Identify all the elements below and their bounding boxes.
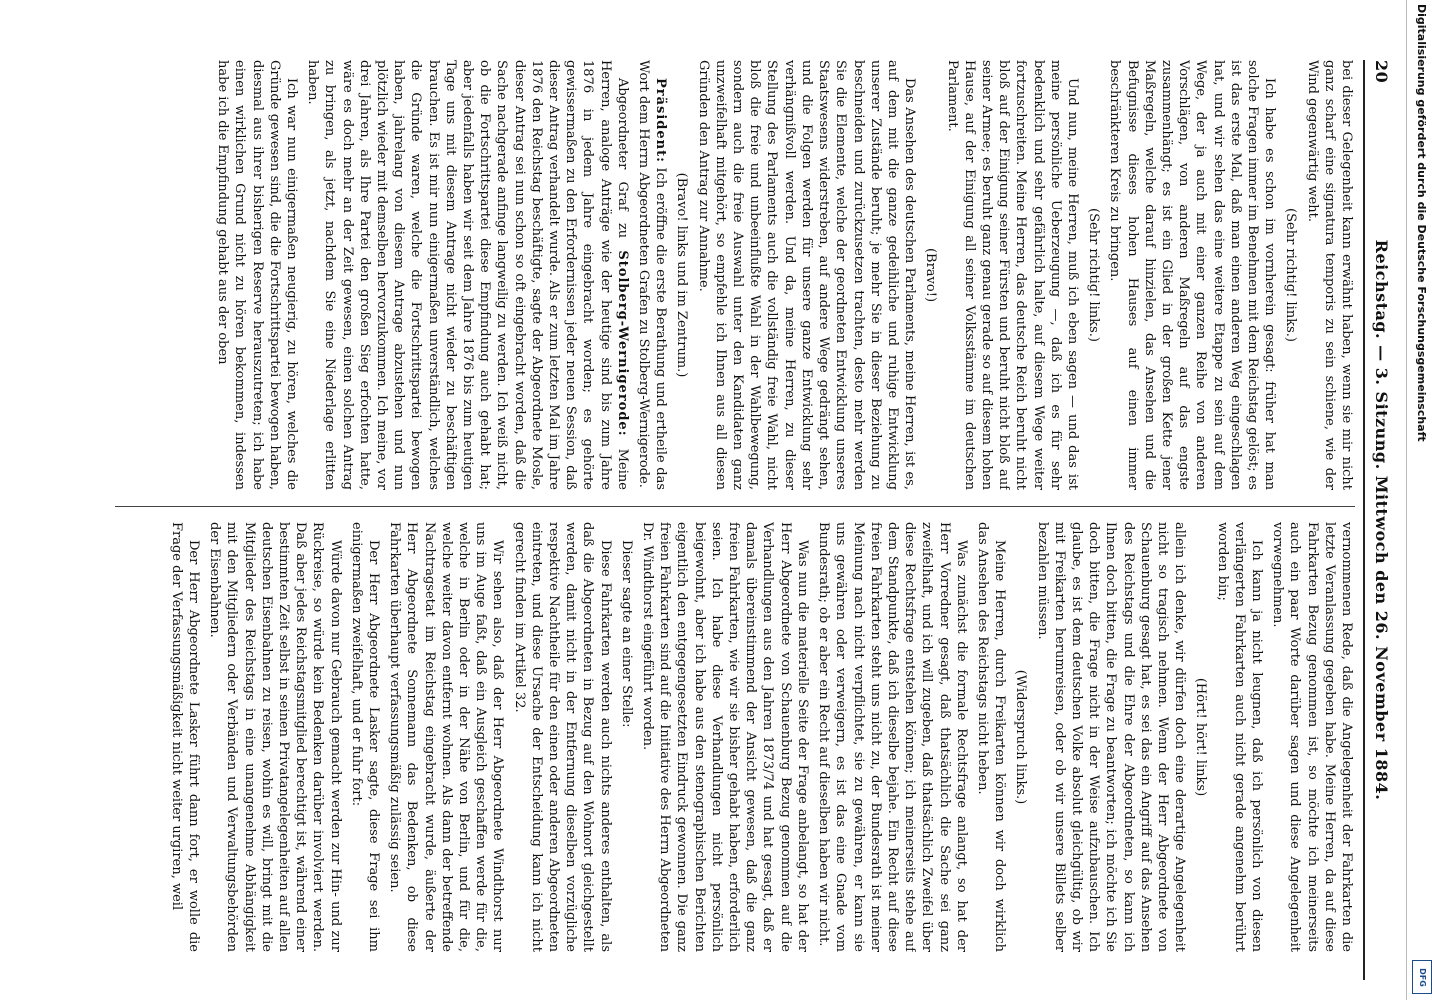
reaction: (Sehr richtig! links.) — [1086, 208, 1102, 342]
paragraph: Ich habe es schon im vornherein gesagt: früher hat man solche Fragen immer im Benehmen mit dem Reichstag gelöst; es ist das erste Mal, daß man einen anderen Weg eingeschlagen hat, und wir sehen das eine weitere Etappe zu sein auf dem Wege, der ja auch mit einer ganzen Reihe von anderen Vorschlägen, von anderen Maßregeln auf das engste zusammenhängt; es ist ein Glied in der großen Kette jener Maßregeln, welche darauf hinzielen, das Ansehen und die Befugnisse dieses hohen Hauses auf einen immer beschränkteren Kreis zu bringen. — [1107, 60, 1278, 490]
paragraph: bei dieser Gelegenheit kann erwähnt haben, wenn sie mir nicht ganz scharf eine signatura temporis zu sein schiene, wie der Wind gegenwärtig weht. — [1304, 60, 1354, 490]
paragraph: Meine Herren, durch Freikarten können wir doch wirklich das Ansehen des Reichstags nicht heben. — [974, 522, 1008, 952]
paragraph: Was nun die materielle Seite der Frage anbelangt, so hat der Herr Abgeordnete von Schauenburg Bezug genommen auf die Verhandlungen aus den Jahren 1873/74 und hat gesagt, daß er damals übereinstimmend der Ansicht gewesen, daß die ganz freien Fahrkarten, wie wir sie bisher gehabt haben, erforderlich seien. Ich habe diese Verhandlungen nicht persönlich beigewohnt, aber ich habe aus den stenographischen Berichten eigentlich den entgegengesetzten Eindruck gewonnen. Die ganz freien Fahrkarten sind auf die Initiative des Herrn Abgeordneten Dr. Windthorst eingeführt worden. — [640, 522, 810, 952]
speech-text: Ich eröffne die erste Berathung und ertheile das Wort dem Herrn Abgeordneten Grafen zu Stolberg-Wernigerode. — [636, 60, 669, 490]
speaker-label: Präsident: — [653, 78, 669, 163]
dfg-logo-icon — [1412, 960, 1432, 994]
logo-text: DFG — [1417, 967, 1427, 987]
reaction: (Bravo!) — [923, 247, 939, 303]
speaker-label: Stolberg-Wernigerode: — [614, 250, 630, 437]
quotation: Würde davon nur Gebrauch gemacht werden zur Hin- und zur Rückreise, so würde kein Bedenken darüber involviert werden. Daß aber jedes Reichstagsmitglied berechtigt ist, während einer bestimmten Zeit selbst in seinen Privatangelegenheiten auf allen deutschen Eisenbahnen zu reisen, wohin es will, bringt mit die Mitglieder des Reichstags in eine unangenehme Abhängigkeit mit den Mitgliedern oder Verbänden und Verwaltungsbehörden der Eisenbahnen. — [207, 522, 343, 952]
page-title: Reichstag. — 3. Sitzung. Mittwoch den 26. November 1884. — [1372, 239, 1391, 801]
paragraph: Ich kann ja nicht leugnen, daß ich persönlich von diesen verlängerten Fahrkarten auch nicht gerade angenehm berührt worden bin; — [1214, 522, 1264, 952]
paragraph: Was zunächst die formale Rechtsfrage anlangt, so hat der Herr Vorredner gesagt, daß thatsächlich die Sache sei ganz zweifelhaft, und ich will zugeben, daß thatsächlich Zweifel über diese Rechtsfrage entstehen können; ich meinerseits stehe auf dem Standpunkte, daß ich dieselbe bejahe. Ein Recht auf diese freien Fahrkarten steht uns nicht zu, der Bundesrath ist meiner Meinung nach nicht verpflichtet, sie zu gewähren, er kann sie uns gewähren oder verweigern, es ist das eine Gnade vom Bundesrath; ob er aber ein Recht auf dieselben haben wir nicht. — [816, 522, 969, 952]
left-column — [115, 60, 1355, 490]
speaker-paragraph — [304, 60, 631, 490]
reaction: (Widerspruch links.) — [1013, 669, 1029, 805]
paragraph: Und nun, meine Herren, muß ich eben sagen — und das ist meine persönliche Ueberzeugung —, daß ich es für sehr bedenklich und sehr gefährlich halte, auf diesem Wege weiter fortzuschreiten. Meine Herren, das deutsche Reich beruht nicht bloß auf der Einigung seiner Fürsten und beruht nicht bloß auf seiner Armee; es beruht ganz genau gerade so auf diesem hohen Hause, auf der Einigung all seiner Volksstämme im deutschen Parlament. — [944, 60, 1080, 490]
speaker-intro: Abgeordneter Graf zu — [614, 78, 630, 239]
paragraph: Dieser sagte an einer Stelle: — [618, 540, 634, 728]
paragraph: Ich war nun einigermaßen neugierig, zu hören, welches die Gründe gewesen sind, die die Fortschrittspartei bewogen haben, diesmal aus ihrer bisherigen Reserve herauszutreten; ich habe einen wirklichen Grund nicht zu hören bekommen, indessen habe ich die Empfindung gehabt aus der oben — [215, 60, 300, 490]
paragraph: Der Herr Abgeordnete Lasker sagte, diese Frage sei ihm einigermaßen zweifelhaft, und er fuhr fort: — [348, 522, 382, 952]
paragraph: allein ich denke, wir dürfen doch eine derartige Angelegenheit nicht so tragisch nehmen. Wenn der Herr Abgeordnete von Schauenburg gesagt hat, es sei das ein Angriff auf das Ansehen des Reichstags und die Ehre der Abgeordneten, so kann ich Ihnen doch bitten, die Frage zu beantworten; ich möchte ich Sie doch bitten, die Frage nicht in der Weise aufzubauschen. Ich glaube, es ist dem deutschen Volke absolut gleichgültig, ob wir mit Freikarten herumreisen, oder ob wir unsere Billets selber bezahlen müssen. — [1034, 522, 1188, 952]
paragraph: vernommenen Rede, daß die Angelegenheit der Fahrkarten die letzte Veranlassung gegeben habe. Meine Herren, da auf diese Fahrkarten Bezug genommen ist, so möchte ich meinerseits auch ein paar Worte darüber sagen und diese Angelegenheit vorwegnehmen. — [1270, 522, 1354, 952]
column-divider — [115, 506, 1355, 507]
right-column — [115, 522, 1355, 952]
document-page — [105, 60, 1395, 980]
paragraph: Wir sehen also, daß der Herr Abgeordnete Windthorst nur uns im Auge faßt, daß ein Ausgleich geschaffen werde für die, welche in Berlin oder in der Nähe von Berlin, und für die, welche weiter davon entfernt wohnen. Als dann der betreffende Nachtragsetat im Reichstag eingebracht wurde, äußerte der Herr Abgeordnete Sonnemann das Bedenken, ob diese Fahrkarten überhaupt verfassungsmäßig zulässig seien. — [387, 522, 506, 952]
reaction: (Hört! hört! links) — [1193, 677, 1209, 797]
page-number: 20 — [1372, 60, 1391, 84]
paragraph: Der Herr Abgeordnete Lasker führt dann fort, er wolle die Frage der Verfassungsmäßigkeit nicht weiter urgiren, weil — [168, 522, 201, 952]
quotation: Diese Fahrkarten werden auch nichts anderes enthalten, als daß die Abgeordneten in Bezug auf den Wohnort gleichgestellt werden, damit nicht in der Entfernung dieselben vorzügliche respektive Nachtheile für den einen oder anderen Abgeordneten eintreten, und diese Ursache der Entscheidung kann ich nicht gerecht finden im Artikel 32. — [511, 522, 613, 952]
page-edge-line — [1406, 0, 1407, 1000]
speech-text: Meine Herren, analoge Anträge wie der heutige sind bis zum Jahre 1876 in jedem Jahre eingebracht worden; es gehörte gewissermaßen zu den Erfordernissen jeder neuen Session, daß dieser Antrag verhandelt wurde. Als er zum letzten Mal im Jahre 1876 den Reichstag beschäftigte, sagte der Abgeordnete Mosle, dieser Antrag sei nun schon so oft eingebracht worden, daß die Sache nachgerade anfinge langweilig zu werden. Ich weiß nicht, ob die Fortschrittspartei diese Empfindung auch gehabt hat; aber jedenfalls haben wir seit dem Jahre 1876 bis zum heutigen Tage uns mit diesem Antrage nicht wieder zu beschäftigen brauchen. Es ist mir nun einigermaßen unverständlich, welches die Gründe waren, welche die Fortschrittspartei bewogen haben, jahrelang von diesem Antrage abzustehen und nun plötzlich wieder mit demselben hervorzukommen. Ich meine, vor drei Jahren, als Ihre Partei den großen Sieg erfochten hatte, wäre es doch mehr an der Zeit gewesen, einen solchen Antrag zu bringen, als jetzt, nachdem Sie eine Niederlage erlitten haben. — [305, 60, 630, 490]
president-paragraph — [635, 60, 669, 490]
digitization-credit: Digitalisierung gefördert durch die Deutsche Forschungsgemeinschaft — [1415, 4, 1428, 442]
page-header — [1363, 60, 1395, 980]
reaction: (Sehr richtig! links.) — [1283, 208, 1299, 342]
paragraph: Das Ansehen des deutschen Parlaments, meine Herren, ist es, auf dem mit die ganze gedeihliche und ruhige Entwicklung unserer Zustände beruht; je mehr Sie in dieser Beziehung zu beschneiden und zurückzusetzen trachten, desto mehr werden Sie die Elemente, welche der geordneten Entwicklung unseres Staatswesens widerstreben, auf andere Wege gedrängt sehen, und die Folgen werden für unsere ganze Entwicklung sehr verhängnißvoll werden. Und da, meine Herren, zu dieser Stellung des Parlaments auch die vollständig freie Wahl, nicht bloß die freie und unbeeinflußte Wahl in der Wahlbewegung, sondern auch die freie Auswahl unter den Kandidaten ganz unzweifelhaft mitgehört, so empfehle ich Ihnen aus all diesen Gründen den Antrag zur Annahme. — [695, 60, 918, 490]
reaction: (Bravo! links und im Zentrum.) — [674, 172, 690, 378]
